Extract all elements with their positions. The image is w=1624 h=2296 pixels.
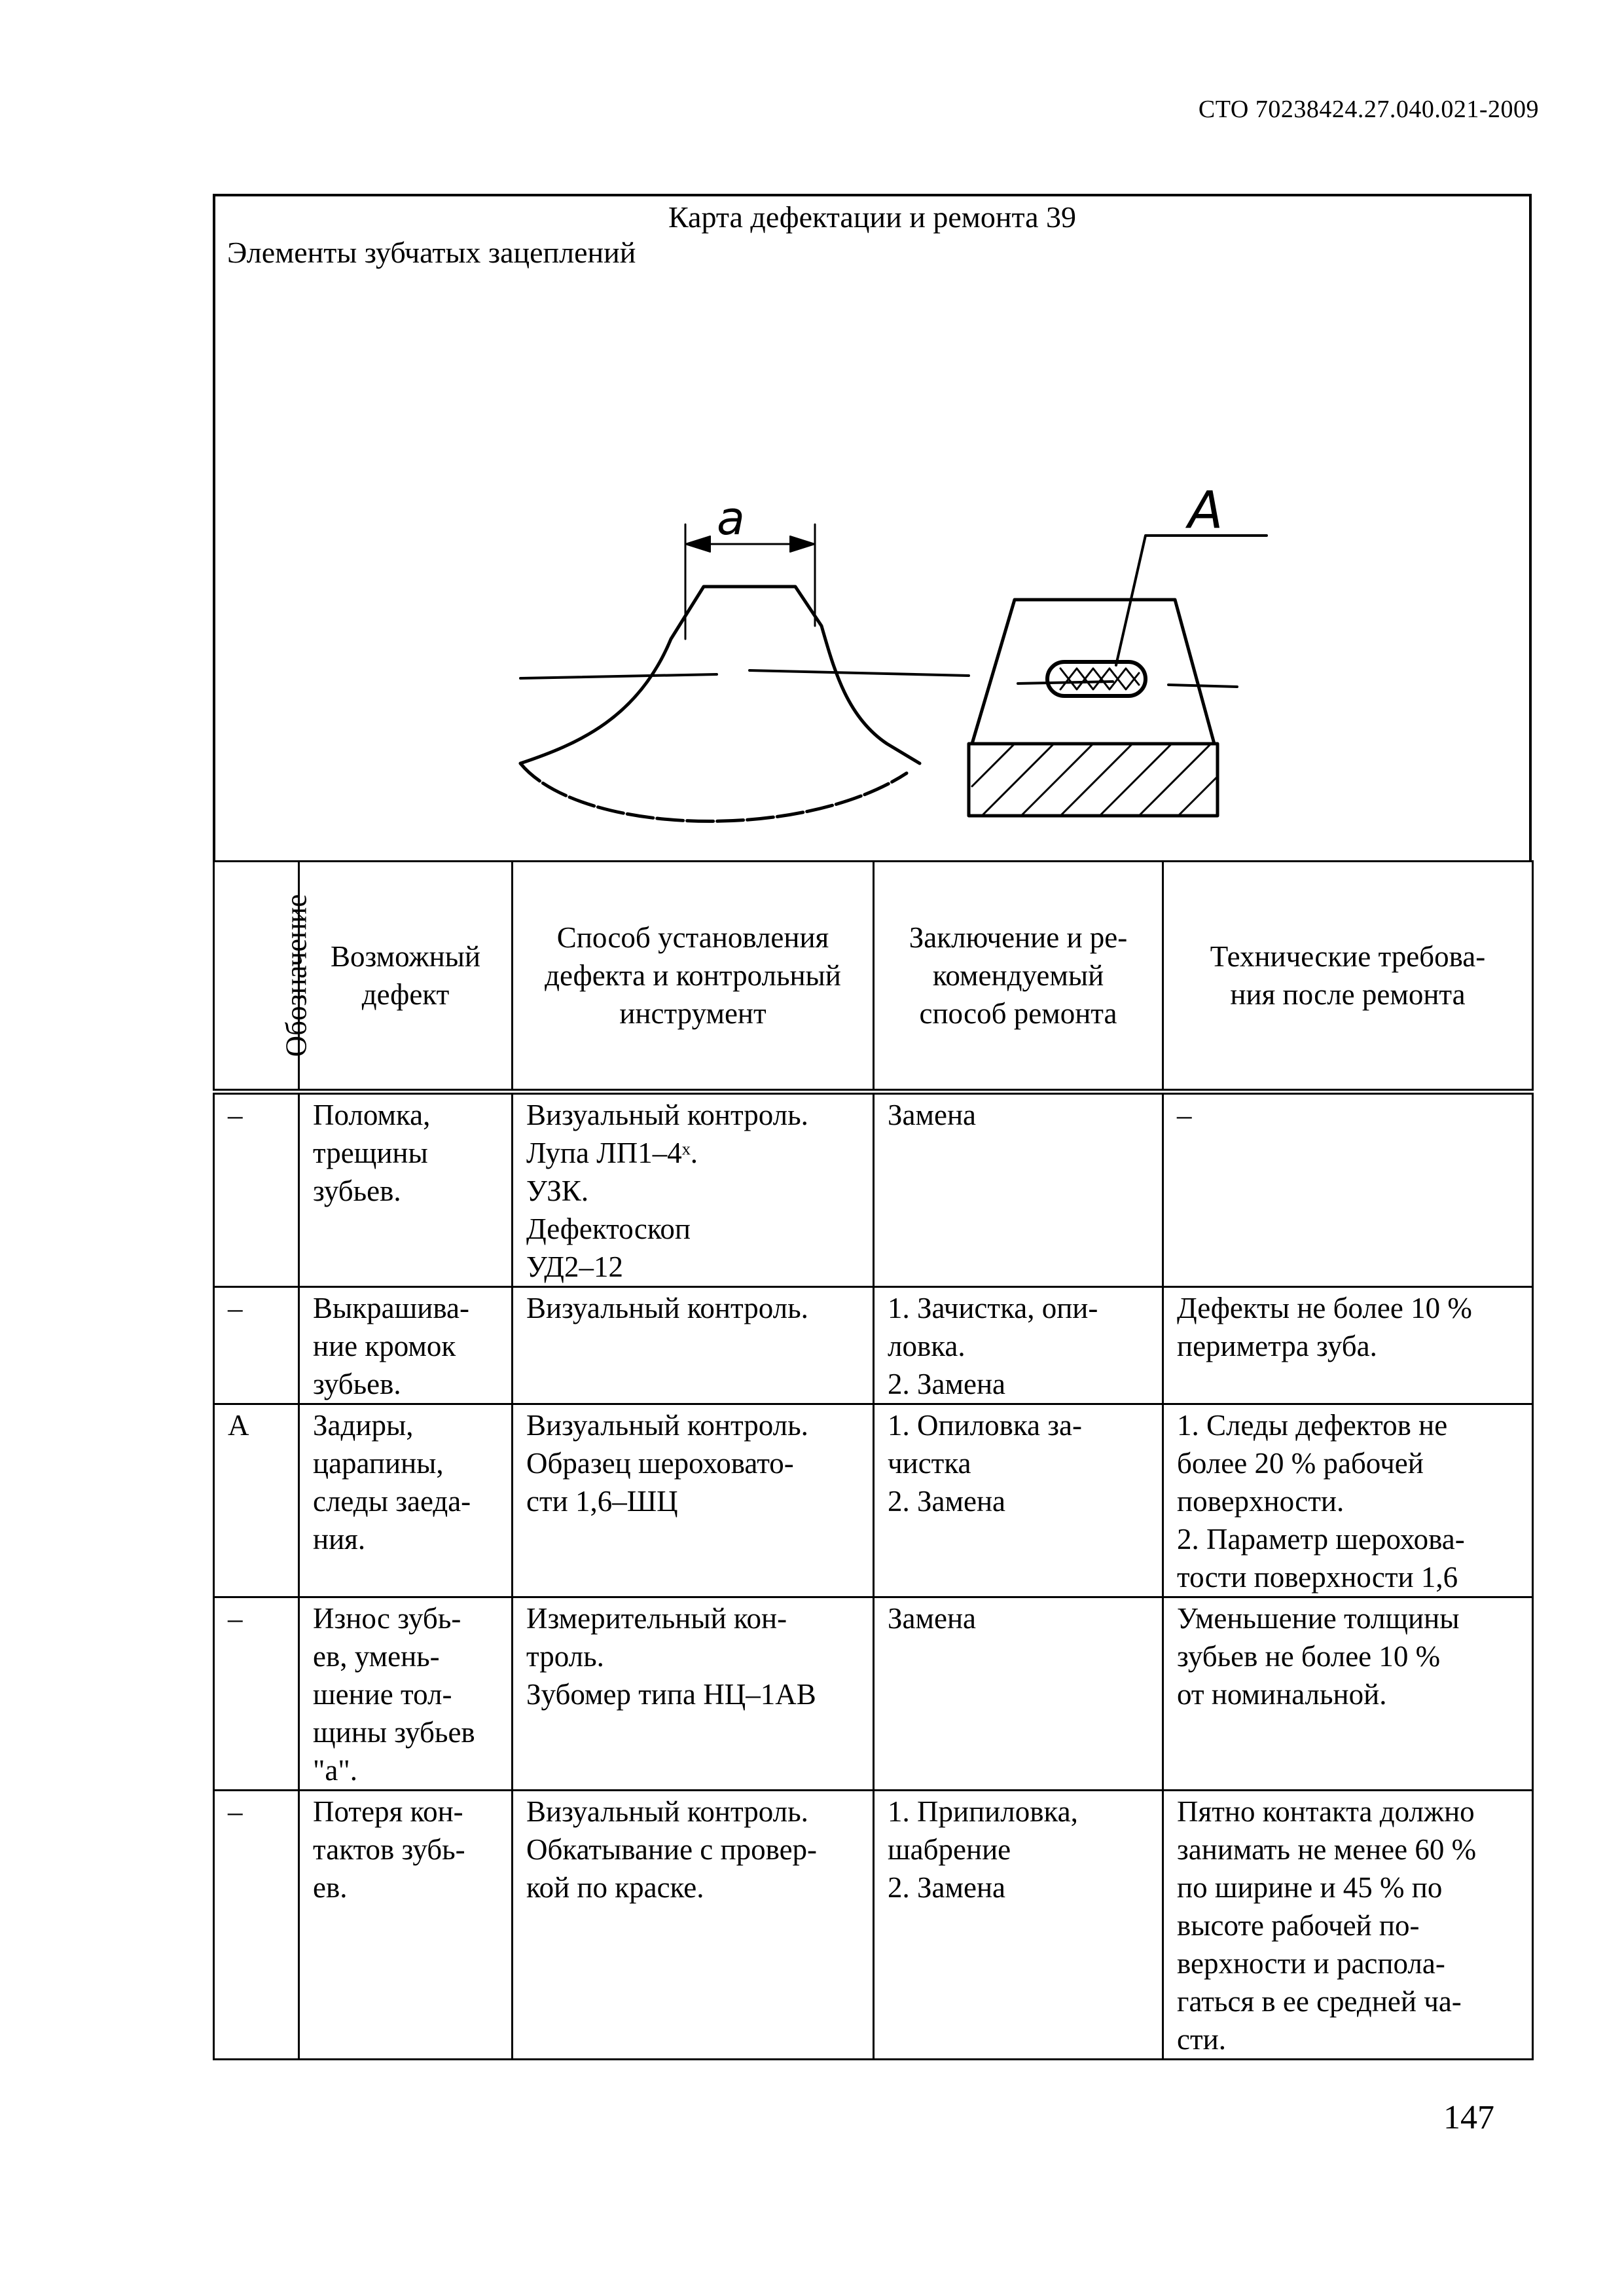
cell-method: Визуальный контроль. Лупа ЛП1–4ˣ. УЗК. Дефектоскоп УД2–12	[513, 1092, 874, 1287]
cell-conclusion: 1. Опиловка за- чистка 2. Замена	[874, 1404, 1163, 1597]
cell-method: Визуальный контроль. Обкатывание с провер- кой по краске.	[513, 1791, 874, 2060]
page-number: 147	[1443, 2099, 1494, 2136]
table-row	[214, 1287, 1533, 1404]
cell-requirements: Уменьшение толщины зубьев не более 10 % от номинальной.	[1163, 1597, 1533, 1791]
cell-method: Измерительный кон- троль. Зубомер типа НЦ–1АВ	[513, 1597, 874, 1791]
document-code: СТО 70238424.27.040.021-2009	[1198, 96, 1539, 123]
rack-base	[969, 744, 1218, 816]
cell-defect: Износ зубь- ев, умень- шение тол- щины зубьев "а".	[299, 1597, 513, 1791]
cell-conclusion: Замена	[874, 1597, 1163, 1791]
defect-zone-crosshatch	[1060, 668, 1139, 689]
cell-designation: –	[214, 1287, 299, 1404]
table-header-row	[214, 862, 1533, 1092]
cell-requirements: –	[1163, 1092, 1533, 1287]
cell-defect: Поломка, трещины зубьев.	[299, 1092, 513, 1287]
cell-designation: –	[214, 1597, 299, 1791]
cell-conclusion: Замена	[874, 1092, 1163, 1287]
callout-label: A	[1188, 481, 1223, 540]
gear-tooth-drawing	[213, 299, 1532, 860]
cell-designation: –	[214, 1791, 299, 2060]
header-method: Способ установления дефекта и контрольный инструмент	[513, 862, 874, 1092]
header-defect: Возможный дефект	[299, 862, 513, 1092]
defect-table	[213, 860, 1534, 2060]
dimension-arrow-left	[685, 536, 710, 552]
cell-designation: А	[214, 1404, 299, 1597]
cell-requirements: 1. Следы дефектов не более 20 % рабочей поверхности. 2. Параметр шерохова- тости поверхности 1,6	[1163, 1404, 1533, 1597]
defect-repair-card	[213, 194, 1532, 2056]
cell-defect: Потеря кон- тактов зубь- ев.	[299, 1791, 513, 2060]
dimension-label: a	[717, 492, 745, 545]
cell-defect: Выкрашива- ние кромок зубьев.	[299, 1287, 513, 1404]
dimension-arrow-right	[790, 536, 815, 552]
header-designation: Обозначение	[214, 862, 299, 1092]
card-subtitle: Элементы зубчатых зацеплений	[227, 236, 636, 269]
cell-method: Визуальный контроль.	[513, 1287, 874, 1404]
gear-root-arc	[520, 763, 907, 821]
header-requirements: Технические требова- ния после ремонта	[1163, 862, 1533, 1092]
table-row	[214, 1092, 1533, 1287]
cell-conclusion: 1. Зачистка, опи- ловка. 2. Замена	[874, 1287, 1163, 1404]
rack-tooth-outline	[972, 600, 1214, 744]
cell-designation: –	[214, 1092, 299, 1287]
gear-tooth-outline	[520, 587, 920, 763]
table-row	[214, 1404, 1533, 1597]
header-conclusion: Заключение и ре- комендуемый способ ремонта	[874, 862, 1163, 1092]
cell-method: Визуальный контроль. Образец шероховато- сти 1,6–ШЦ	[513, 1404, 874, 1597]
card-title: Карта дефектации и ремонта 39	[668, 200, 1077, 234]
defect-zone	[1047, 662, 1146, 696]
rack-hatching	[972, 744, 1216, 816]
table-row	[214, 1597, 1533, 1791]
cell-defect: Задиры, царапины, следы заеда- ния.	[299, 1404, 513, 1597]
table-row	[214, 1791, 1533, 2060]
cell-conclusion: 1. Припиловка, шабрение 2. Замена	[874, 1791, 1163, 2060]
cell-requirements: Пятно контакта должно занимать не менее 60 % по ширине и 45 % по высоте рабочей по- верхности и распола- гаться в ее средней ча- сти.	[1163, 1791, 1533, 2060]
cell-requirements: Дефекты не более 10 % периметра зуба.	[1163, 1287, 1533, 1404]
